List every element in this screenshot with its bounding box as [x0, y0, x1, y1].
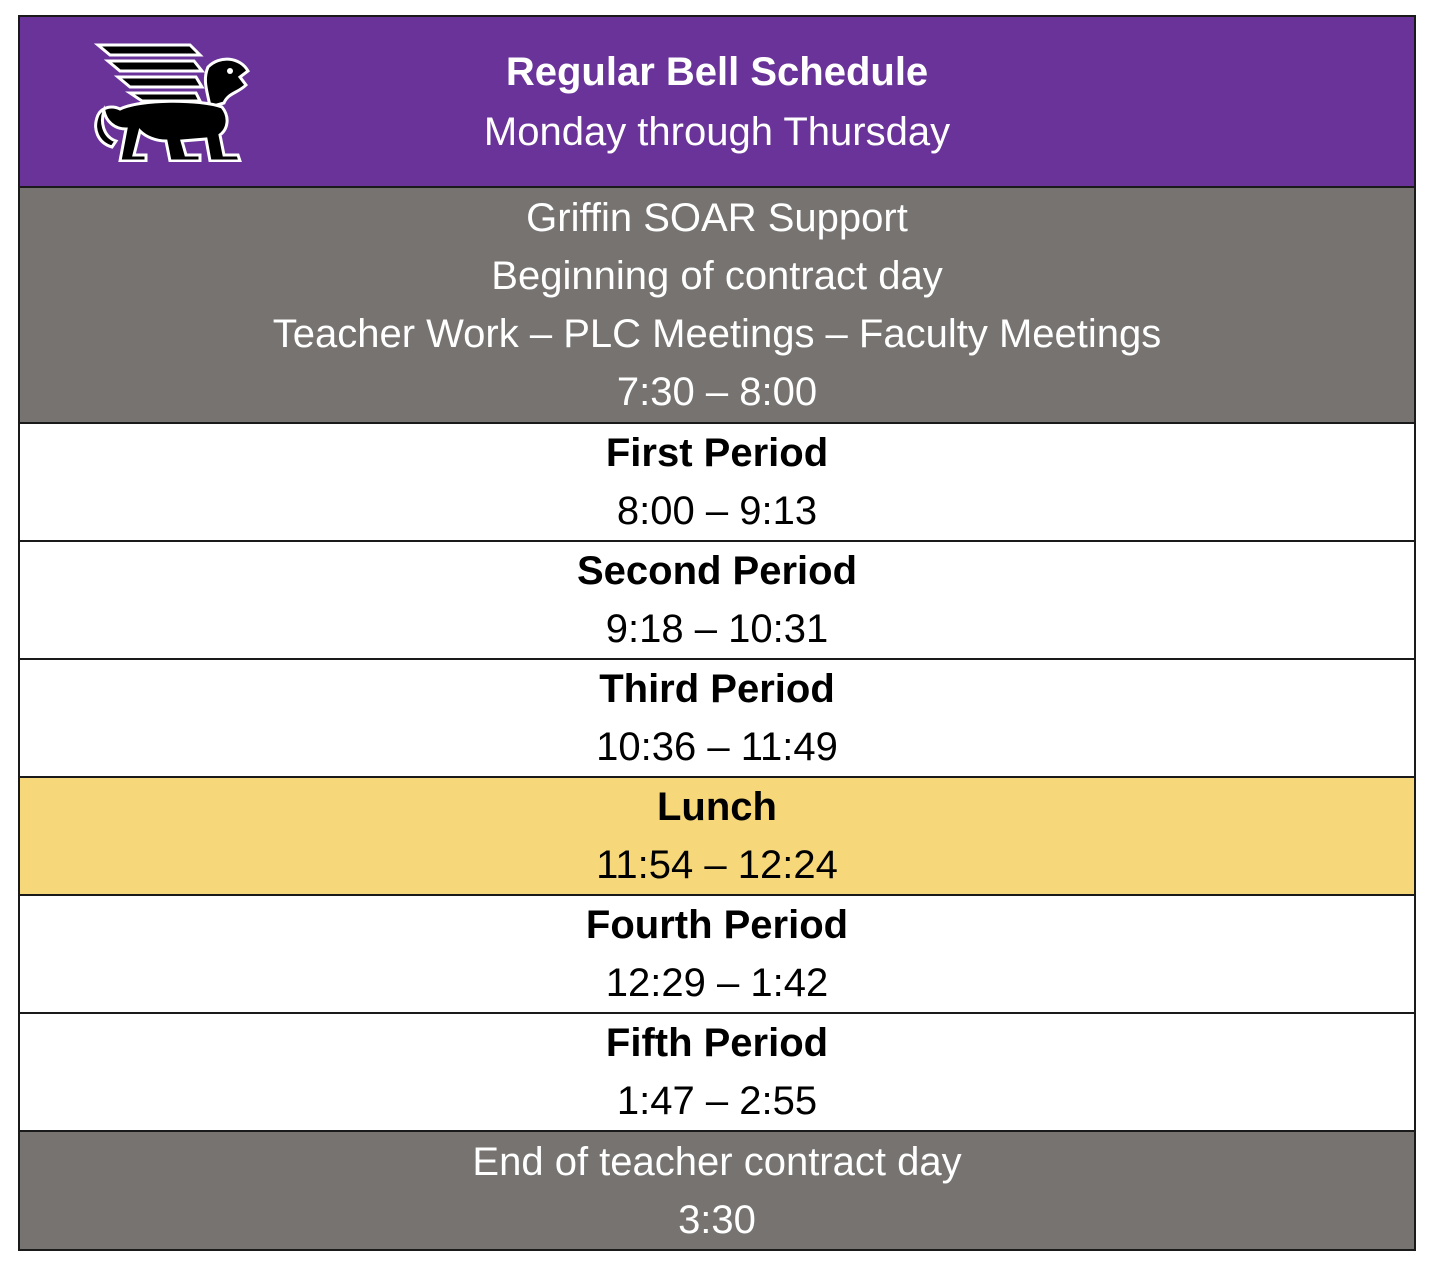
soar-activities: Teacher Work – PLC Meetings – Faculty Meetings — [272, 312, 1162, 356]
period-name: First Period — [605, 431, 829, 475]
period-time: 1:47 – 2:55 — [616, 1079, 818, 1123]
griffin-logo-icon — [90, 37, 255, 162]
period-name: Fourth Period — [585, 903, 849, 947]
period-name: Third Period — [599, 667, 835, 711]
period-row-second — [20, 542, 1414, 660]
period-row-first — [20, 424, 1414, 542]
soar-support-block — [20, 188, 1414, 424]
schedule-header — [20, 17, 1414, 188]
period-row-fourth — [20, 896, 1414, 1014]
period-time: 11:54 – 12:24 — [596, 843, 838, 887]
bell-schedule-table — [18, 15, 1416, 1251]
soar-title: Griffin SOAR Support — [526, 196, 908, 240]
period-row-third — [20, 660, 1414, 778]
schedule-title: Regular Bell Schedule — [505, 49, 929, 94]
period-time: 12:29 – 1:42 — [605, 961, 829, 1005]
period-time: 9:18 – 10:31 — [605, 607, 829, 651]
period-name: Fifth Period — [605, 1021, 829, 1065]
end-of-day-time: 3:30 — [678, 1197, 756, 1242]
soar-time: 7:30 – 8:00 — [616, 370, 818, 414]
period-row-lunch — [20, 778, 1414, 896]
schedule-subtitle: Monday through Thursday — [483, 109, 951, 154]
end-of-day-block — [20, 1132, 1414, 1249]
period-time: 8:00 – 9:13 — [616, 489, 818, 533]
period-name: Lunch — [657, 785, 777, 829]
soar-contract-start: Beginning of contract day — [491, 254, 943, 298]
end-of-day-label: End of teacher contract day — [472, 1139, 962, 1184]
period-row-fifth — [20, 1014, 1414, 1132]
period-time: 10:36 – 11:49 — [596, 725, 838, 769]
period-name: Second Period — [576, 549, 858, 593]
